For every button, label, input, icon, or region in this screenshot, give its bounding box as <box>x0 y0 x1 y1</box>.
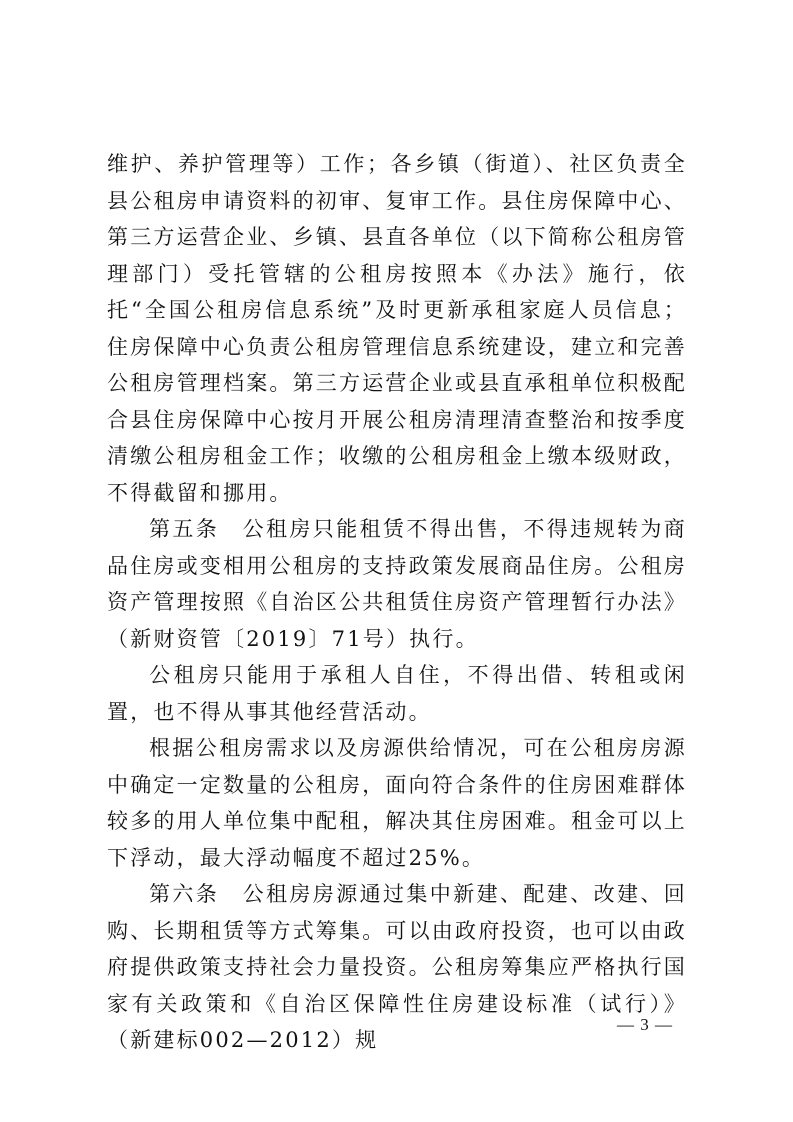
paragraph-self-use: 公租房只能用于承租人自住，不得出借、转租或闲置，也不得从事其他经营活动。 <box>107 663 687 724</box>
document-body <box>107 146 687 1059</box>
page-number: — 3 — <box>617 1015 673 1034</box>
paragraph-article-5: 第五条 公租房只能租赁不得出售，不得违规转为商品住房或变相用公租房的支持政策发展商品住房。公租房资产管理按照《自治区公共租赁住房资产管理暂行办法》（新财资管〔2019〕71号）执行。 <box>107 517 687 651</box>
paragraph-continuation: 维护、养护管理等）工作；各乡镇（街道）、社区负责全县公租房申请资料的初审、复审工作。县住房保障中心、第三方运营企业、乡镇、县直各单位（以下简称公租房管理部门）受托管辖的公租房按照本《办法》施行，依托“全国公租房信息系统”及时更新承租家庭人员信息；住房保障中心负责公租房管理信息系统建设，建立和完善公租房管理档案。第三方运营企业或县直承租单位积极配合县住房保障中心按月开展公租房清理清查整治和按季度清缴公租房租金工作；收缴的公租房租金上缴本级财政，不得截留和挪用。 <box>107 152 687 505</box>
paragraph-article-6: 第六条 公租房房源通过集中新建、配建、改建、回购、长期租赁等方式筹集。可以由政府投资，也可以由政府提供政策支持社会力量投资。公租房筹集应严格执行国家有关政策和《自治区保障性住房建设标准（试行）》（新建标002—2012）规 <box>107 882 687 1052</box>
paragraph-allocation: 根据公租房需求以及房源供给情况，可在公租房房源中确定一定数量的公租房，面向符合条件的住房困难群体较多的用人单位集中配租，解决其住房困难。租金可以上下浮动，最大浮动幅度不超过25%。 <box>107 736 687 870</box>
